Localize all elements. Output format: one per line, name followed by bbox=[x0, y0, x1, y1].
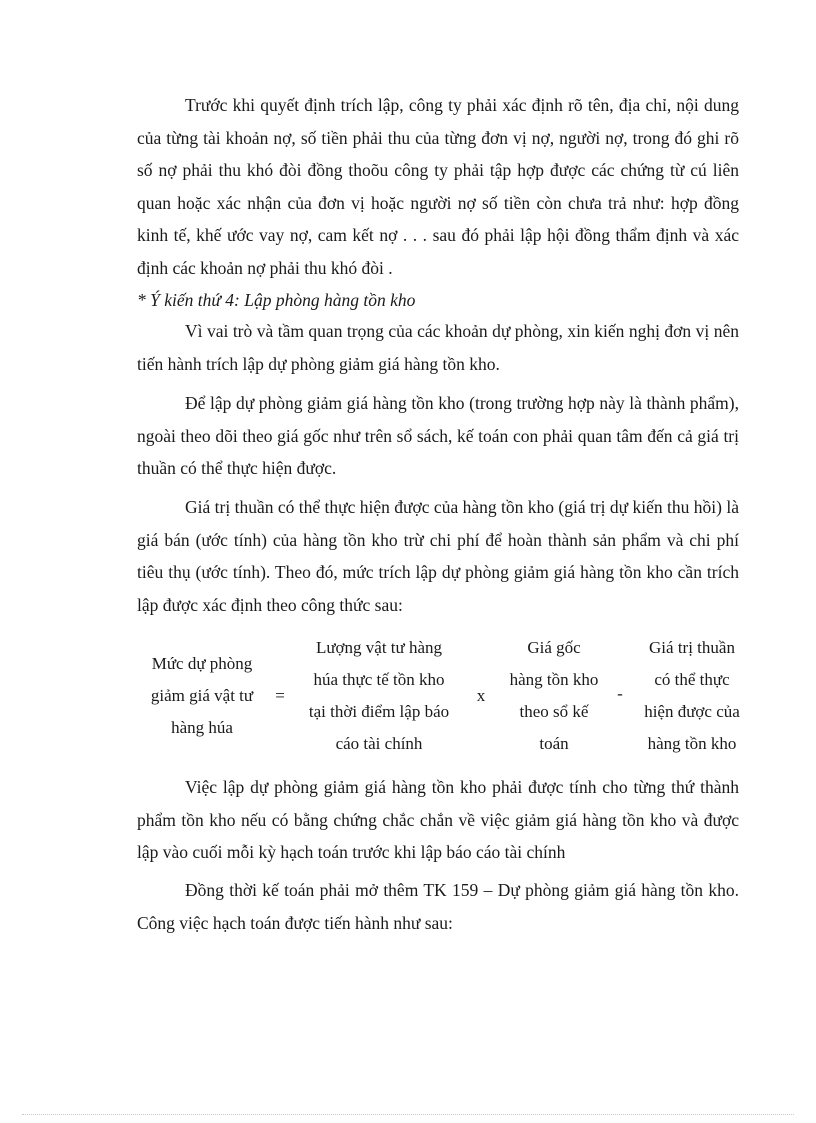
paragraph-text: Trước khi quyết định trích lập, công ty phải xác định rõ tên, địa chỉ, nội dung của từng tài khoản nợ, số tiền phải thu của từng đơn vị nợ, người nợ, trong đó ghi rõ số nợ phải thu khó đòi đồng thoõu công ty phải tập hợp được các chứng từ cú liên quan hoặc xác nhận của đơn vị hoặc người nợ số tiền còn chưa trả như: hợp đồng kinh tế, khế ước vay nợ, cam kết nợ . . . sau đó phải lập hội đồng thẩm định và xác định các khoản nợ phải thu khó đòi . bbox=[137, 95, 739, 278]
paragraph-debt-provision bbox=[137, 89, 739, 285]
formula-term-line: toán bbox=[539, 734, 569, 753]
formula-term-line: Giá gốc bbox=[527, 638, 581, 657]
formula-lhs bbox=[137, 648, 267, 744]
formula-times-sign: x bbox=[476, 686, 486, 705]
paragraph-text: Đồng thời kế toán phải mở thêm TK 159 – Dự phòng giảm giá hàng tồn kho. Công việc hạch toán được tiến hành như sau: bbox=[137, 880, 739, 933]
formula-lhs-line: giảm giá vật tư bbox=[150, 686, 254, 705]
paragraph-recommendation bbox=[137, 315, 739, 380]
formula-term-line: hàng tồn kho bbox=[509, 670, 599, 689]
formula-minus-sign: - bbox=[617, 684, 623, 703]
formula-term-cost bbox=[495, 632, 613, 760]
paragraph-text: Giá trị thuần có thể thực hiện được của hàng tồn kho (giá trị dự kiến thu hồi) là giá bán (ước tính) của hàng tồn kho trừ chi phí để hoàn thành sản phẩm và chi phí tiêu thụ (ước tính). Theo đó, mức trích lập dự phòng giảm giá hàng tồn kho cần trích lập được xác định theo công thức sau: bbox=[137, 497, 739, 615]
formula-lhs-line: hàng húa bbox=[171, 718, 233, 737]
formula-term-line: có thể thực bbox=[654, 670, 730, 689]
paragraph-net-realizable-value bbox=[137, 491, 739, 621]
paragraph-provision-rule bbox=[137, 771, 739, 869]
paragraph-account-159 bbox=[137, 874, 739, 939]
formula-term-line: húa thực tế tồn kho bbox=[313, 670, 445, 689]
paragraph-text: Để lập dự phòng giảm giá hàng tồn kho (trong trường hợp này là thành phẩm), ngoài theo dõi theo giá gốc như trên sổ sách, kế toán con phải quan tâm đến cả giá trị thuần có thể thực hiện được. bbox=[137, 393, 739, 479]
formula-term-line: hiện được của bbox=[644, 702, 740, 721]
paragraph-text: Việc lập dự phòng giảm giá hàng tồn kho phải được tính cho từng thứ thành phẩm tồn kho nếu có bằng chứng chắc chắn về việc giảm giá hàng tồn kho và được lập vào cuối mỗi kỳ hạch toán trước khi lập báo cáo tài chính bbox=[137, 777, 739, 863]
footer-divider bbox=[22, 1114, 794, 1115]
formula-term-line: cáo tài chính bbox=[335, 734, 423, 753]
formula-term-line: tại thời điểm lập báo bbox=[308, 702, 450, 721]
formula-term-quantity bbox=[292, 632, 466, 760]
formula-term-line: Lượng vật tư hàng bbox=[315, 638, 443, 657]
section-heading: * Ý kiến thứ 4: Lập phòng hàng tồn kho bbox=[137, 290, 416, 310]
formula-term-line: Giá trị thuần bbox=[649, 638, 735, 657]
formula-lhs-line: Mức dự phòng bbox=[151, 654, 253, 673]
paragraph-text: Vì vai trò và tầm quan trọng của các khoản dự phòng, xin kiến nghị đơn vị nên tiến hành trích lập dự phòng giảm giá hàng tồn kho. bbox=[137, 321, 739, 374]
paragraph-inventory-provision bbox=[137, 387, 739, 485]
formula-term-line: hàng tồn kho bbox=[647, 734, 737, 753]
formula-term-line: theo sổ kế bbox=[519, 702, 589, 721]
formula-term-net-value bbox=[632, 632, 752, 760]
provision-formula bbox=[137, 632, 752, 760]
formula-equals-sign: = bbox=[275, 686, 285, 705]
